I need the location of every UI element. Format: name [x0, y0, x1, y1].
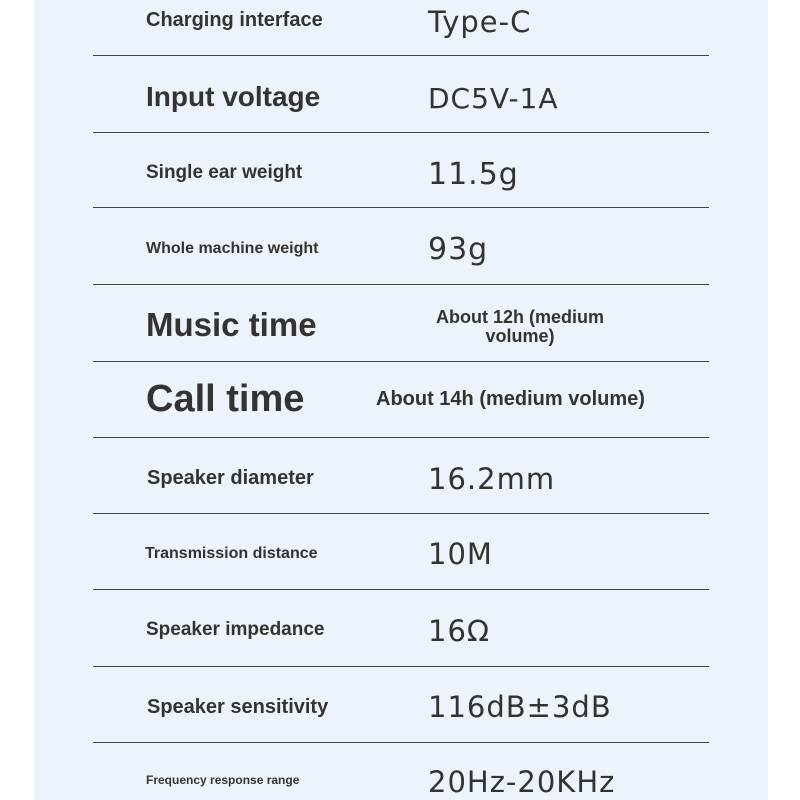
spec-value: 10M: [428, 537, 493, 571]
row-divider: [93, 513, 709, 514]
spec-value: 116dB±3dB: [428, 690, 612, 724]
spec-value: About 14h (medium volume): [376, 388, 645, 410]
spec-label: Input voltage: [146, 81, 321, 112]
spec-label: Transmission distance: [145, 545, 318, 562]
spec-label: Speaker diameter: [147, 467, 314, 489]
row-divider: [93, 132, 709, 133]
spec-label: Charging interface: [146, 9, 323, 31]
spec-label: Whole machine weight: [146, 240, 319, 257]
spec-value: 16.2mm: [428, 462, 556, 496]
spec-value: 16Ω: [428, 614, 491, 648]
spec-label: Frequency response range: [146, 773, 300, 787]
row-divider: [93, 589, 709, 590]
row-divider: [93, 55, 709, 56]
spec-label: Call time: [146, 378, 305, 420]
row-divider: [93, 284, 709, 285]
spec-value: Type-C: [428, 5, 532, 39]
spec-value: 93g: [428, 232, 489, 267]
row-divider: [93, 437, 709, 438]
spec-label: Speaker sensitivity: [147, 696, 329, 718]
spec-value: 11.5g: [428, 157, 519, 192]
row-divider: [93, 742, 709, 743]
spec-label: Speaker impedance: [146, 619, 325, 640]
row-divider: [93, 361, 709, 362]
spec-value: About 12h (medium volume): [435, 307, 604, 346]
spec-value: 20Hz-20KHz: [428, 765, 616, 799]
row-divider: [93, 666, 709, 667]
spec-value: DC5V-1A: [428, 82, 559, 115]
spec-label: Single ear weight: [146, 162, 303, 183]
row-divider: [93, 207, 709, 208]
spec-label: Music time: [146, 306, 317, 343]
